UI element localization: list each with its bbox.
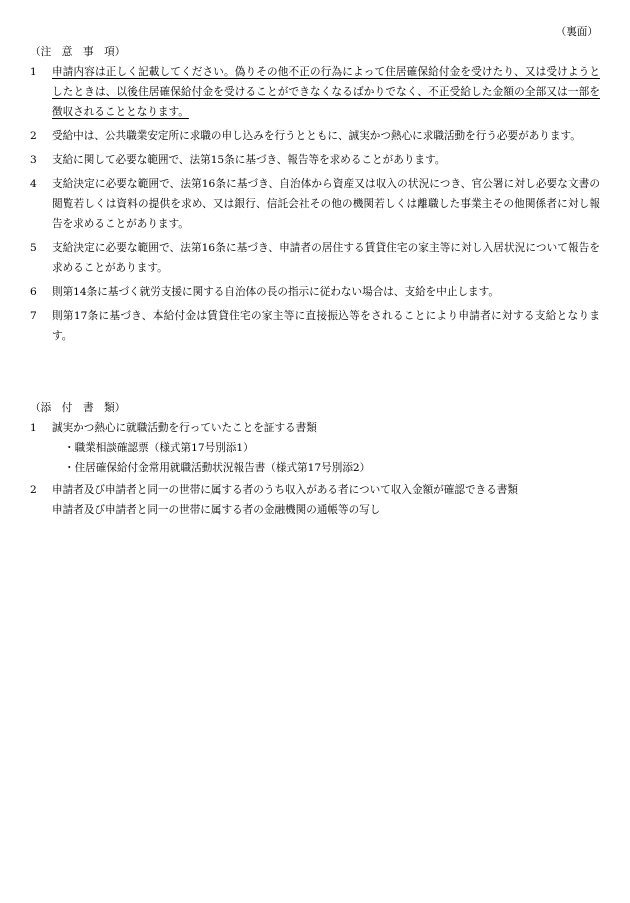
attachment-text: 申請者及び申請者と同一の世帯に属する者のうち収入がある者について収入金額が確認できる書類 [52,484,518,496]
note-item-5 [30,238,600,278]
note-number: 5 [30,242,37,254]
attachment-body [52,480,600,520]
attachments-list [30,418,600,522]
attachments-heading: （添 付 書 類） [30,402,126,414]
attachment-subitem: ・住居確保給付金常用就職活動状況報告書（様式第17号別添2） [64,462,371,474]
note-item-1 [30,62,600,122]
attachment-text: 誠実かつ熱心に就職活動を行っていたことを証する書類 [52,422,317,434]
note-text-asset-inquiry: 支給決定に必要な範囲で、法第16条に基づき、自治体から資産又は収入の状況につき、官公署に対し必要な文書の閲覧若しくは資料の提供を求め、又は銀行、信託会社その他の機関若しくは離職した事業主その他関係者に対し報告を求めることがあります。 [52,178,600,230]
note-number: 1 [30,66,37,78]
note-text-reports: 支給に関して必要な範囲で、法第15条に基づき、報告等を求めることがあります。 [52,154,446,166]
note-text-fraud-warning: 申請内容は正しく記載してください。偽りその他不正の行為によって住居確保給付金を受けたり、又は受けようとしたときは、以後住居確保給付金を受けることができなくなるばかりでなく、不正受給した金額の全部又は一部を徴収されることとなります。 [52,66,600,118]
note-number: 4 [30,178,37,190]
attachment-text-line2: 申請者及び申請者と同一の世帯に属する者の金融機関の通帳等の写し [52,504,381,516]
note-number: 7 [30,310,37,322]
notes-heading: （注 意 事 項） [30,46,126,58]
note-text-suspension: 則第14条に基づく就労支援に関する自治体の長の指示に従わない場合は、支給を中止します。 [52,286,499,298]
note-text-landlord-report: 支給決定に必要な範囲で、法第16条に基づき、申請者の居住する賃貸住宅の家主等に対し入居状況について報告を求めることがあります。 [52,242,600,274]
note-text-direct-payment: 則第17条に基づき、本給付金は賃貸住宅の家主等に直接振込等をされることにより申請者に対する支給となります。 [52,310,600,342]
attachment-number: 1 [30,422,37,434]
attachment-number: 2 [30,484,37,496]
note-item-3 [30,150,600,170]
attachment-body [52,418,600,478]
note-item-7 [30,306,600,346]
attachment-subitem: ・職業相談確認票（様式第17号別添1） [64,442,254,454]
reverse-side-label: （裏面） [555,26,598,38]
note-number: 3 [30,154,37,166]
note-number: 2 [30,130,37,142]
note-item-4 [30,174,600,234]
note-item-2 [30,126,600,146]
note-item-6 [30,282,600,302]
note-text-job-search: 受給中は、公共職業安定所に求職の申し込みを行うとともに、誠実かつ熱心に求職活動を行う必要があります。 [52,130,581,142]
notes-list [30,62,600,350]
note-number: 6 [30,286,37,298]
attachment-item-2 [30,480,600,520]
attachment-item-1 [30,418,600,478]
